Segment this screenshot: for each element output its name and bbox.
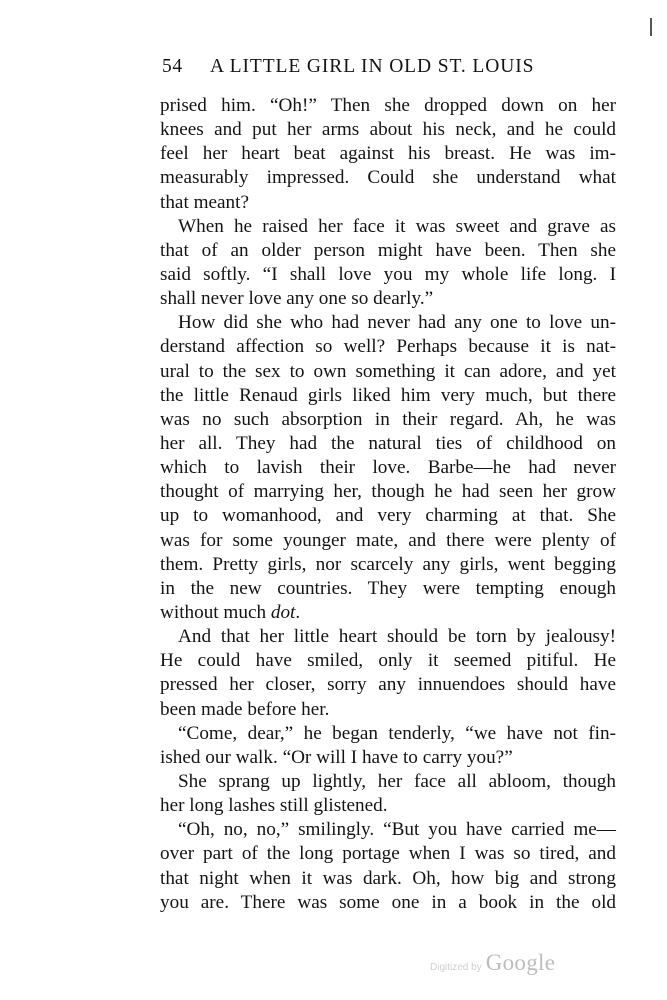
- text-line: measurably impressed. Could she understand what: [160, 167, 616, 189]
- text-line: that night when it was dark. Oh, how big and strong: [160, 867, 616, 889]
- text-line: said softly. “I shall love you my whole life long. I: [160, 263, 616, 285]
- text-line: prised him. “Oh!” Then she dropped down on her: [160, 95, 616, 116]
- text-line: that meant?: [160, 191, 249, 213]
- text-line: which to lavish their love. Barbe—he had never: [160, 457, 616, 479]
- text-line: ished our walk. “Or will I have to carry you?”: [160, 746, 513, 768]
- text-line: without much dot.: [160, 601, 301, 623]
- digitized-label: Digitized by: [430, 962, 482, 973]
- text-line: He could have smiled, only it seemed pitiful. He: [160, 650, 616, 672]
- running-title: A LITTLE GIRL IN OLD ST. LOUIS: [210, 56, 535, 77]
- page-edge-mark: [650, 18, 652, 36]
- body-text: [160, 94, 616, 915]
- page-header: [162, 56, 617, 78]
- text-line: She sprang up lightly, her face all abloom, though: [178, 770, 616, 792]
- text-line: thought of marrying her, though he had seen her grow: [160, 481, 616, 503]
- text-line: “Come, dear,” he began tenderly, “we have not fin-: [178, 722, 616, 744]
- text-line: you are. There was some one in a book in the old: [160, 891, 616, 913]
- text-line: How did she who had never had any one to love un-: [178, 312, 616, 334]
- text-line: feel her heart beat against his breast. He was im-: [160, 143, 616, 165]
- google-logo: Google: [485, 950, 556, 975]
- text-line: derstand affection so well? Perhaps because it is nat-: [160, 336, 616, 358]
- text-line: knees and put her arms about his neck, and he could: [160, 119, 616, 141]
- text-line: up to womanhood, and very charming at that. She: [160, 505, 616, 527]
- text-line: pressed her closer, sorry any innuendoes should have: [160, 674, 616, 696]
- text-line: was for some younger mate, and there were plenty of: [160, 529, 616, 551]
- text-line: her all. They had the natural ties of childhood on: [160, 432, 616, 454]
- text-line: over part of the long portage when I was so tired, and: [160, 843, 616, 865]
- page-number: 54: [162, 56, 183, 77]
- text-line: them. Pretty girls, nor scarcely any girls, went begging: [160, 553, 616, 575]
- text-line: her long lashes still glistened.: [160, 795, 388, 817]
- text-line: ural to the sex to own something it can adore, and yet: [160, 360, 616, 382]
- text-line: And that her little heart should be torn by jealousy!: [178, 626, 616, 648]
- text-line: the little Renaud girls liked him very much, but there: [160, 384, 616, 406]
- text-line: been made before her.: [160, 698, 330, 720]
- text-line: was no such absorption in their regard. Ah, he was: [160, 408, 616, 430]
- text-line: “Oh, no, no,” smilingly. “But you have carried me—: [178, 819, 616, 841]
- text-line: shall never love any one so dearly.”: [160, 288, 434, 310]
- text-line: in the new countries. They were tempting enough: [160, 577, 616, 599]
- text-line: When he raised her face it was sweet and grave as: [178, 215, 616, 237]
- digitized-watermark: [430, 950, 555, 976]
- text-line: that of an older person might have been. Then she: [160, 239, 616, 261]
